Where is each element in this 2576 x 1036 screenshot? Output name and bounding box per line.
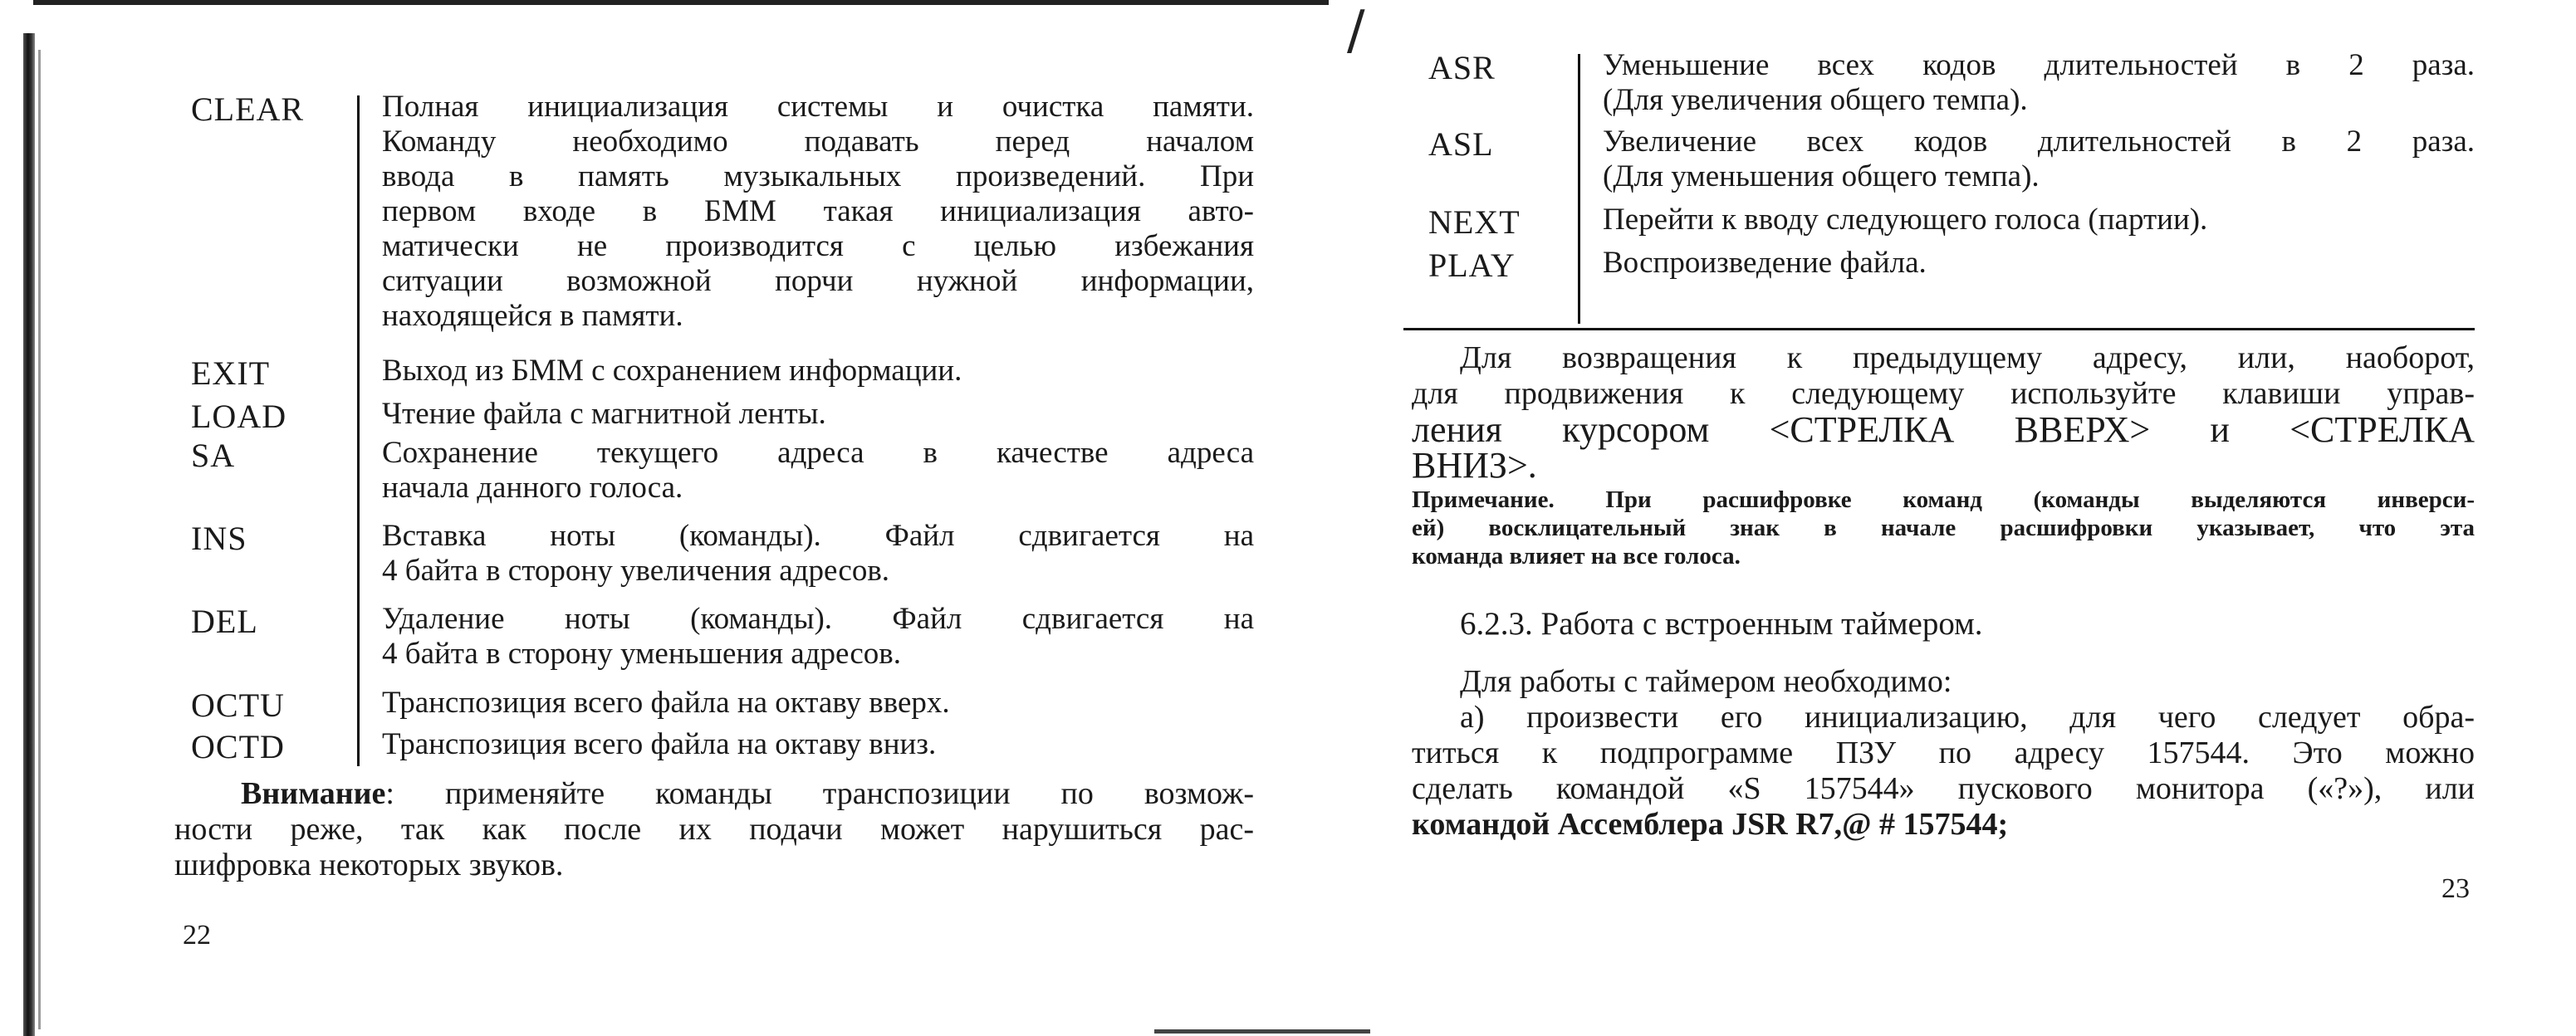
description-line: начала данного голоса.: [382, 471, 683, 505]
note-text-line: При расшифровке команд (команды выделяются инверси-: [1554, 486, 2475, 513]
description-line: 4 байта в сторону уменьшения адресов.: [382, 637, 902, 671]
cursor-text-line: Для возвращения к предыдущему адресу, или, наоборот,: [1460, 340, 2475, 375]
description-line: Увеличение всех кодов длительностей в 2 раза.: [1603, 125, 2475, 159]
description-line: Воспроизведение файла.: [1603, 246, 1927, 280]
description-line: Транспозиция всего файла на октаву вверх.: [382, 686, 950, 720]
description-line: матически не производится с целью избежания: [382, 229, 1254, 263]
cursor-paragraph: [1412, 340, 2475, 486]
book-spine-shadow: [23, 33, 35, 1036]
cursor-text-line: ления курсором <СТРЕЛКА ВВЕРХ> и <СТРЕЛКА: [1412, 409, 2475, 450]
page-22: [174, 0, 1262, 1036]
command-description: [382, 519, 1254, 589]
command-description: [382, 686, 1254, 721]
table-column-divider: [357, 95, 360, 766]
warning-text-line: ности реже, так как после их подачи может нарушиться рас-: [174, 812, 1254, 847]
note-text-line: ей) восклицательный знак в начале расшифровки указывает, что эта: [1412, 515, 2475, 541]
description-line: (Для уменьшения общего темпа).: [1603, 159, 2040, 193]
command-name: PLAY: [1428, 247, 1516, 284]
command-name: LOAD: [191, 398, 287, 435]
command-description: [1603, 125, 2475, 194]
note-label: Примечание.: [1412, 486, 1555, 513]
description-line: Вставка ноты (команды). Файл сдвигается на: [382, 519, 1254, 553]
page-number: 22: [183, 920, 211, 950]
command-description: [382, 354, 1254, 388]
description-line: Транспозиция всего файла на октаву вниз.: [382, 727, 937, 761]
command-name: INS: [191, 520, 247, 557]
command-description: [382, 727, 1254, 762]
table-bottom-rule: [1403, 328, 2475, 330]
page-23: [1412, 0, 2491, 1036]
cursor-text-line: ВНИЗ>.: [1412, 445, 1537, 486]
command-name: NEXT: [1428, 203, 1521, 241]
command-name: EXIT: [191, 354, 271, 392]
section-heading: 6.2.3. Работа с встроенным таймером.: [1460, 606, 1983, 642]
command-name: CLEAR: [191, 90, 305, 128]
page-number: 23: [2441, 873, 2470, 904]
description-line: Полная инициализация системы и очистка памяти.: [382, 90, 1254, 124]
note-paragraph: [1412, 486, 2475, 570]
warning-paragraph: [174, 776, 1254, 883]
description-line: Уменьшение всех кодов длительностей в 2 раза.: [1603, 48, 2475, 82]
timer-intro: Для работы с таймером необходимо:: [1460, 664, 1952, 699]
description-line: 4 байта в сторону увеличения адресов.: [382, 554, 890, 588]
book-spine-line: [38, 50, 41, 1029]
gutter-mark: /: [1347, 0, 1365, 61]
warning-text-line: шифровка некоторых звуков.: [174, 848, 564, 882]
command-description: [1603, 203, 2475, 237]
cursor-text-line: для продвижения к следующему используйте клавиши управ-: [1412, 376, 2475, 411]
table-column-divider: [1578, 54, 1580, 324]
command-description: [1603, 48, 2475, 118]
warning-text-line: : применяйте команды транспозиции по возмож-: [385, 776, 1254, 811]
description-line: находящейся в памяти.: [382, 299, 683, 333]
command-name: DEL: [191, 603, 258, 640]
timer-text-line: титься к подпрограмме ПЗУ по адресу 157544. Это можно: [1412, 735, 2475, 770]
description-line: (Для увеличения общего темпа).: [1603, 83, 2028, 117]
timer-text-line: а) произвести его инициализацию, для чего следует обра-: [1460, 700, 2475, 735]
description-line: Выход из БММ с сохранением информации.: [382, 354, 962, 388]
timer-asm-line: командой Ассемблера JSR R7,@ # 157544;: [1412, 807, 2009, 842]
description-line: первом входе в БММ такая инициализация авто-: [382, 194, 1254, 228]
command-name: OCTU: [191, 687, 285, 724]
command-description: [382, 436, 1254, 506]
description-line: Перейти к вводу следующего голоса (партии).: [1603, 203, 2208, 237]
description-line: Удаление ноты (команды). Файл сдвигается на: [382, 602, 1254, 636]
command-description: [382, 397, 1254, 432]
description-line: Команду необходимо подавать перед началом: [382, 125, 1254, 159]
timer-paragraph: [1412, 664, 2475, 843]
command-name: ASR: [1428, 49, 1496, 86]
warning-label: Внимание: [241, 776, 386, 811]
description-line: ввода в память музыкальных произведений. При: [382, 159, 1254, 193]
command-name: OCTD: [191, 728, 285, 765]
command-description: [382, 602, 1254, 672]
command-description: [382, 90, 1254, 334]
command-name: ASL: [1428, 125, 1494, 163]
description-line: Чтение файла с магнитной ленты.: [382, 397, 826, 431]
timer-text-line: сделать командой «S 157544» пускового монитора («?»), или: [1412, 771, 2475, 806]
command-name: SA: [191, 437, 236, 474]
description-line: Сохранение текущего адреса в качестве адреса: [382, 436, 1254, 470]
command-description: [1603, 246, 2475, 281]
note-text-line: команда влияет на все голоса.: [1412, 543, 1741, 569]
description-line: ситуации возможной порчи нужной информации,: [382, 264, 1254, 298]
